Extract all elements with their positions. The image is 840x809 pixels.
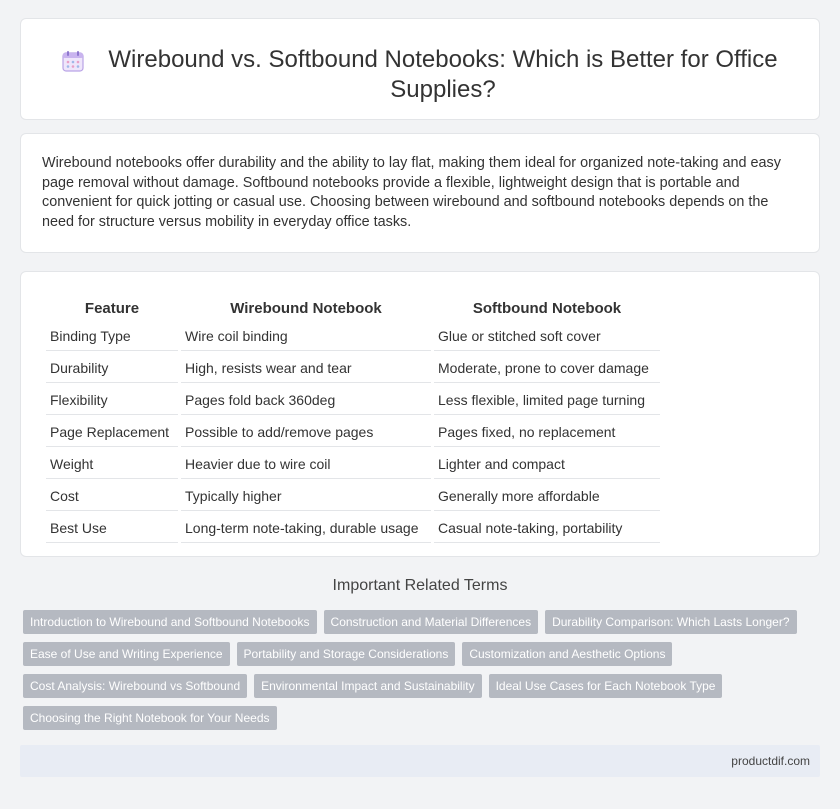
table-cell: Lighter and compact [434,449,660,479]
table-row [46,321,660,351]
related-tag[interactable]: Ideal Use Cases for Each Notebook Type [489,674,723,698]
table-cell: Pages fixed, no replacement [434,417,660,447]
table-cell: Less flexible, limited page turning [434,385,660,415]
comparison-table [43,294,663,545]
table-cell: Weight [46,449,178,479]
table-row [46,417,660,447]
intro-card [20,133,820,253]
footer [20,745,820,777]
table-row [46,513,660,543]
table-row [46,385,660,415]
table-header-row [46,296,660,319]
table-cell: Cost [46,481,178,511]
table-cell: Generally more affordable [434,481,660,511]
comparison-card [20,271,820,557]
page-title: Wirebound vs. Softbound Notebooks: Which is Better for Office Supplies? [108,46,778,103]
footer-site-link[interactable]: productdif.com [731,754,810,768]
intro-paragraph: Wirebound notebooks offer durability and the ability to lay flat, making them ideal for organized note-taking and easy page removal without damage. Softbound notebooks provide a flexible, lightweight design that is portable and convenient for quick jotting or casual use. Choosing between wirebound and softbound notebooks depends on the need for structure versus mobility in everyday office tasks. [42,155,781,230]
table-row [46,353,660,383]
related-terms-heading: Important Related Terms [332,577,508,594]
table-row [46,481,660,511]
related-tag[interactable]: Customization and Aesthetic Options [462,642,672,666]
table-cell: Glue or stitched soft cover [434,321,660,351]
table-cell: Heavier due to wire coil [181,449,431,479]
related-tag[interactable]: Choosing the Right Notebook for Your Needs [23,706,277,730]
header-softbound: Softbound Notebook [472,300,622,317]
calendar-icon [61,50,85,72]
table-cell: Possible to add/remove pages [181,417,431,447]
related-tag[interactable]: Durability Comparison: Which Lasts Longer? [545,610,796,634]
related-tag[interactable]: Ease of Use and Writing Experience [23,642,230,666]
table-cell: Pages fold back 360deg [181,385,431,415]
header-feature: Feature [84,300,140,317]
related-tag[interactable]: Introduction to Wirebound and Softbound Notebooks [23,610,317,634]
table-cell: Wire coil binding [181,321,431,351]
table-cell: Binding Type [46,321,178,351]
table-row [46,449,660,479]
related-tag[interactable]: Environmental Impact and Sustainability [254,674,481,698]
related-tag[interactable]: Cost Analysis: Wirebound vs Softbound [23,674,247,698]
table-cell: Flexibility [46,385,178,415]
table-cell: High, resists wear and tear [181,353,431,383]
table-cell: Page Replacement [46,417,178,447]
table-cell: Casual note-taking, portability [434,513,660,543]
related-tags [23,610,823,738]
table-cell: Long-term note-taking, durable usage [181,513,431,543]
related-tag[interactable]: Construction and Material Differences [324,610,539,634]
table-cell: Durability [46,353,178,383]
table-cell: Typically higher [181,481,431,511]
table-cell: Moderate, prone to cover damage [434,353,660,383]
header-wirebound: Wirebound Notebook [230,300,382,317]
title-row [21,19,819,105]
related-tag[interactable]: Portability and Storage Considerations [237,642,456,666]
table-cell: Best Use [46,513,178,543]
header-card [20,18,820,120]
